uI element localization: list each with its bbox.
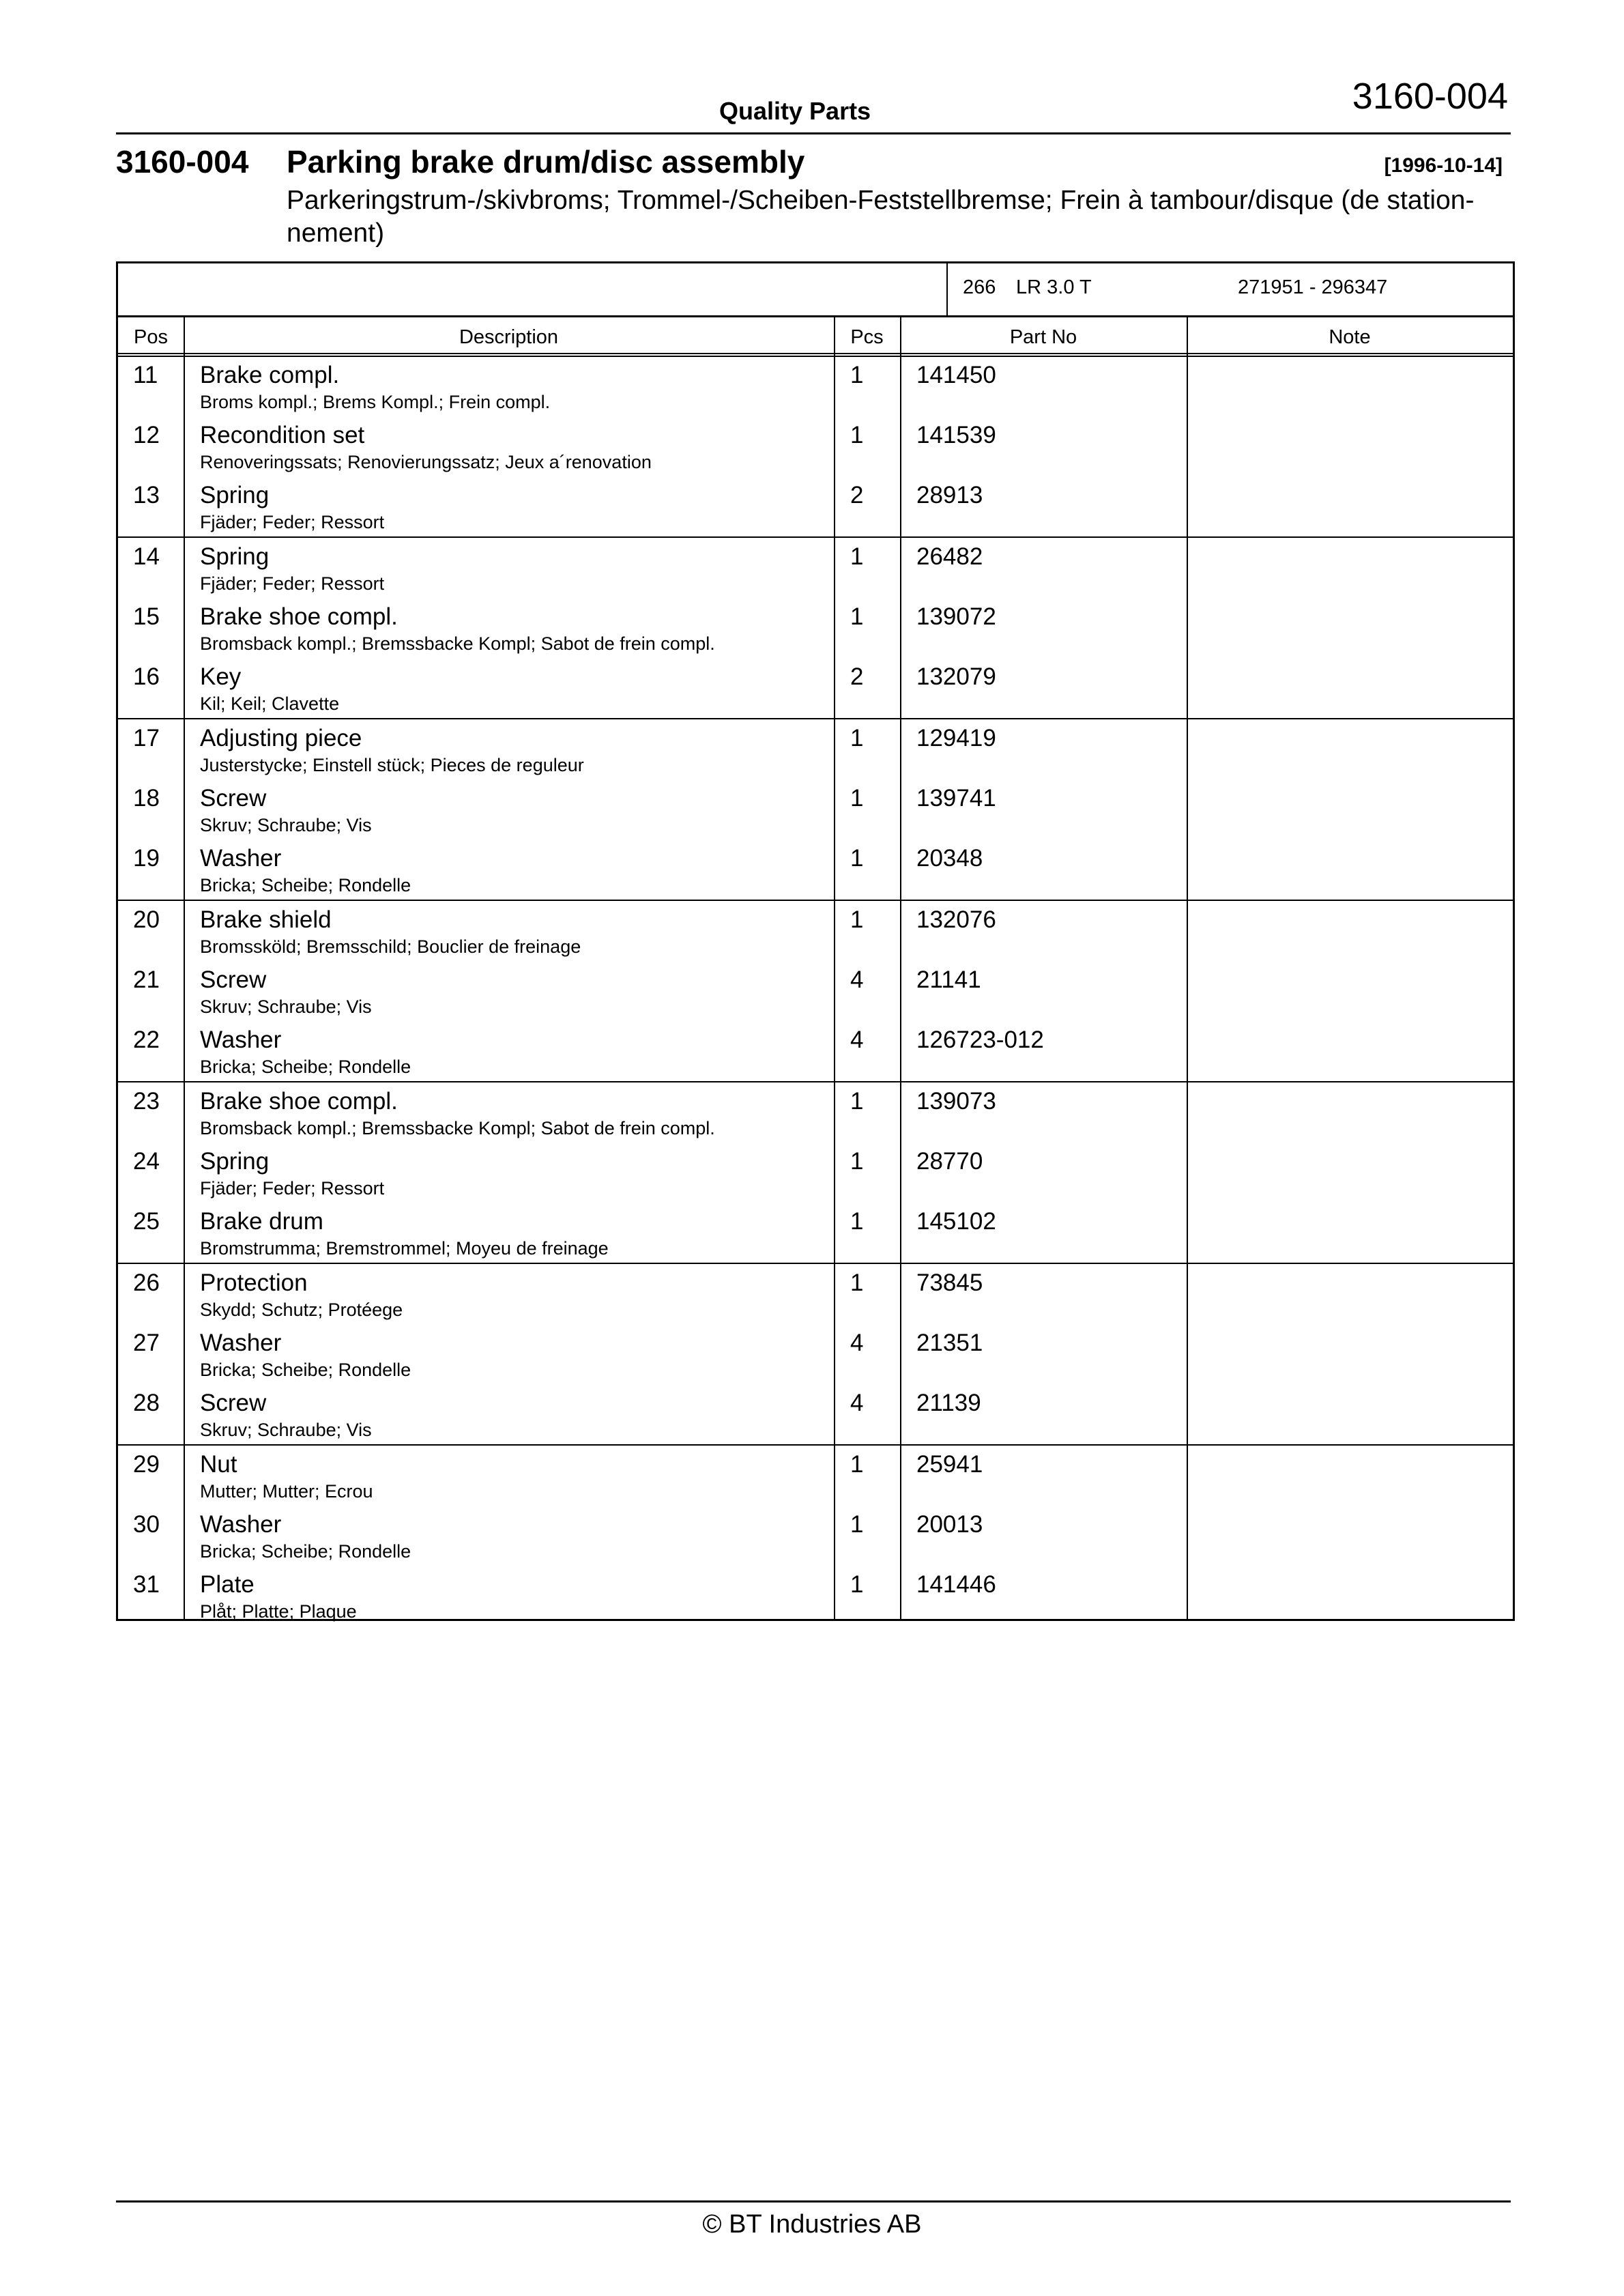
row-translations: Bricka; Scheibe; Rondelle <box>200 1541 411 1562</box>
row-group <box>118 538 1513 719</box>
row-pcs: 1 <box>850 1451 864 1478</box>
row-translations: Mutter; Mutter; Ecrou <box>200 1481 373 1502</box>
row-pcs: 1 <box>850 1088 864 1115</box>
row-pos: 13 <box>133 482 160 508</box>
document-code: 3160-004 <box>1352 76 1508 117</box>
row-part-no: 139072 <box>916 603 996 630</box>
row-description: Washer <box>200 1511 282 1538</box>
row-pos: 15 <box>133 603 160 630</box>
table-row <box>118 1082 1513 1143</box>
row-part-no: 21141 <box>916 966 981 993</box>
row-translations: Skruv; Schraube; Vis <box>200 996 372 1017</box>
row-translations: Bricka; Scheibe; Rondelle <box>200 875 411 895</box>
row-pos: 27 <box>133 1330 160 1356</box>
model-info-row <box>118 263 1513 317</box>
row-group <box>118 901 1513 1082</box>
row-translations: Skruv; Schraube; Vis <box>200 1420 372 1440</box>
row-pcs: 1 <box>850 543 864 570</box>
table-row <box>118 719 1513 779</box>
row-part-no: 141450 <box>916 362 996 388</box>
row-pcs: 1 <box>850 1208 864 1235</box>
serial-range: 271951 - 296347 <box>1238 276 1388 298</box>
row-description: Screw <box>200 1390 267 1416</box>
row-part-no: 139073 <box>916 1088 996 1115</box>
row-part-no: 25941 <box>916 1451 983 1478</box>
table-row <box>118 1324 1513 1384</box>
row-pos: 16 <box>133 663 160 690</box>
table-row <box>118 961 1513 1021</box>
section-subtitle: Parkeringstrum-/skivbroms; Trommel-/Scheiben-Feststellbremse; Frein à tambour/disque (de station-nement) <box>287 186 1475 248</box>
row-part-no: 139741 <box>916 785 996 812</box>
row-part-no: 141446 <box>916 1571 996 1598</box>
column-header-pcs: Pcs <box>850 326 884 348</box>
row-group <box>118 719 1513 901</box>
row-pos: 11 <box>133 362 158 388</box>
row-description: Spring <box>200 543 270 570</box>
table-row <box>118 356 1513 416</box>
row-pcs: 4 <box>850 1390 864 1416</box>
row-pcs: 1 <box>850 1511 864 1538</box>
row-pos: 26 <box>133 1269 160 1296</box>
row-pcs: 4 <box>850 1027 864 1053</box>
row-part-no: 73845 <box>916 1269 983 1296</box>
table-row <box>118 1506 1513 1566</box>
row-part-no: 129419 <box>916 725 996 751</box>
table-row <box>118 658 1513 718</box>
row-pos: 20 <box>133 906 160 933</box>
row-translations: Bromstrumma; Bremstrommel; Moyeu de freinage <box>200 1238 609 1259</box>
table-row <box>118 1384 1513 1444</box>
row-part-no: 21351 <box>916 1330 983 1356</box>
row-pcs: 1 <box>850 1571 864 1598</box>
row-pcs: 1 <box>850 422 864 448</box>
row-description: Protection <box>200 1269 308 1296</box>
table-body <box>118 356 1513 1626</box>
row-translations: Renoveringssats; Renovierungssatz; Jeux a´renovation <box>200 452 652 472</box>
row-pos: 29 <box>133 1451 160 1478</box>
row-pos: 22 <box>133 1027 160 1053</box>
table-row <box>118 1203 1513 1263</box>
row-pcs: 1 <box>850 603 864 630</box>
row-pos: 24 <box>133 1148 160 1175</box>
row-description: Brake drum <box>200 1208 323 1235</box>
row-pcs: 2 <box>850 482 864 508</box>
row-description: Washer <box>200 1330 282 1356</box>
row-pcs: 1 <box>850 906 864 933</box>
row-pos: 23 <box>133 1088 160 1115</box>
row-pcs: 1 <box>850 845 864 872</box>
row-description: Plate <box>200 1571 255 1598</box>
row-pos: 17 <box>133 725 160 751</box>
row-pcs: 1 <box>850 785 864 812</box>
column-header-description: Description <box>459 326 559 348</box>
row-part-no: 28770 <box>916 1148 983 1175</box>
row-group <box>118 1446 1513 1626</box>
row-translations: Bromsback kompl.; Bremssbacke Kompl; Sabot de frein compl. <box>200 633 715 654</box>
model-info-divider <box>946 263 948 315</box>
row-description: Nut <box>200 1451 237 1478</box>
row-pos: 30 <box>133 1511 160 1538</box>
row-translations: Bricka; Scheibe; Rondelle <box>200 1057 411 1077</box>
row-translations: Bromssköld; Bremsschild; Bouclier de freinage <box>200 936 581 957</box>
table-row <box>118 1264 1513 1324</box>
table-row <box>118 840 1513 900</box>
column-header-part-no: Part No <box>1009 326 1077 348</box>
model-number: 266 <box>963 276 996 298</box>
model-name: LR 3.0 T <box>1016 276 1092 298</box>
column-header-note: Note <box>1329 326 1371 348</box>
row-description: Brake shoe compl. <box>200 1088 398 1115</box>
table-row <box>118 1446 1513 1506</box>
footer-divider <box>116 2200 1511 2202</box>
row-group <box>118 1264 1513 1446</box>
row-part-no: 126723-012 <box>916 1027 1044 1053</box>
row-translations: Bricka; Scheibe; Rondelle <box>200 1360 411 1380</box>
column-header-pos: Pos <box>134 326 168 348</box>
table-row <box>118 1021 1513 1081</box>
row-part-no: 28913 <box>916 482 983 508</box>
header-divider <box>116 132 1511 134</box>
table-row <box>118 598 1513 658</box>
section-date: [1996-10-14] <box>1384 154 1503 177</box>
table-row <box>118 416 1513 476</box>
row-description: Screw <box>200 966 267 993</box>
row-translations: Justerstycke; Einstell stück; Pieces de reguleur <box>200 755 584 775</box>
row-description: Screw <box>200 785 267 812</box>
row-part-no: 20013 <box>916 1511 983 1538</box>
row-part-no: 26482 <box>916 543 983 570</box>
row-pos: 19 <box>133 845 160 872</box>
row-translations: Plåt; Platte; Plaque <box>200 1601 357 1622</box>
copyright: © BT Industries AB <box>702 2210 922 2239</box>
table-row <box>118 476 1513 536</box>
row-pcs: 1 <box>850 1269 864 1296</box>
row-part-no: 132076 <box>916 906 996 933</box>
row-pos: 21 <box>133 966 160 993</box>
row-description: Adjusting piece <box>200 725 362 751</box>
row-description: Spring <box>200 482 270 508</box>
row-description: Brake compl. <box>200 362 340 388</box>
row-pos: 25 <box>133 1208 160 1235</box>
row-description: Key <box>200 663 242 690</box>
column-header-row <box>118 317 1513 357</box>
row-part-no: 145102 <box>916 1208 996 1235</box>
row-translations: Fjäder; Feder; Ressort <box>200 573 385 594</box>
table-row <box>118 1143 1513 1203</box>
row-pos: 28 <box>133 1390 160 1416</box>
row-pos: 31 <box>133 1571 160 1598</box>
row-translations: Fjäder; Feder; Ressort <box>200 512 385 532</box>
row-group <box>118 1082 1513 1264</box>
row-description: Brake shoe compl. <box>200 603 398 630</box>
row-group <box>118 356 1513 538</box>
section-title: Parking brake drum/disc assembly <box>287 144 805 180</box>
parts-table <box>116 261 1515 1621</box>
row-translations: Skydd; Schutz; Protéege <box>200 1300 403 1320</box>
table-row <box>118 538 1513 598</box>
row-pcs: 4 <box>850 1330 864 1356</box>
row-translations: Broms kompl.; Brems Kompl.; Frein compl. <box>200 392 551 412</box>
row-translations: Skruv; Schraube; Vis <box>200 815 372 835</box>
row-part-no: 141539 <box>916 422 996 448</box>
row-description: Recondition set <box>200 422 365 448</box>
row-pcs: 4 <box>850 966 864 993</box>
row-part-no: 21139 <box>916 1390 981 1416</box>
row-description: Brake shield <box>200 906 332 933</box>
section-code: 3160-004 <box>116 144 249 180</box>
row-part-no: 20348 <box>916 845 983 872</box>
row-description: Washer <box>200 1027 282 1053</box>
header-title: Quality Parts <box>719 97 871 125</box>
row-pos: 14 <box>133 543 160 570</box>
table-row <box>118 901 1513 961</box>
row-part-no: 132079 <box>916 663 996 690</box>
row-pcs: 2 <box>850 663 864 690</box>
row-pcs: 1 <box>850 362 864 388</box>
row-description: Spring <box>200 1148 270 1175</box>
row-pos: 18 <box>133 785 160 812</box>
row-pcs: 1 <box>850 725 864 751</box>
table-row <box>118 1566 1513 1626</box>
row-description: Washer <box>200 845 282 872</box>
row-pos: 12 <box>133 422 160 448</box>
row-pcs: 1 <box>850 1148 864 1175</box>
row-translations: Kil; Keil; Clavette <box>200 693 340 714</box>
row-translations: Fjäder; Feder; Ressort <box>200 1178 385 1199</box>
row-translations: Bromsback kompl.; Bremssbacke Kompl; Sabot de frein compl. <box>200 1118 715 1138</box>
table-row <box>118 779 1513 840</box>
